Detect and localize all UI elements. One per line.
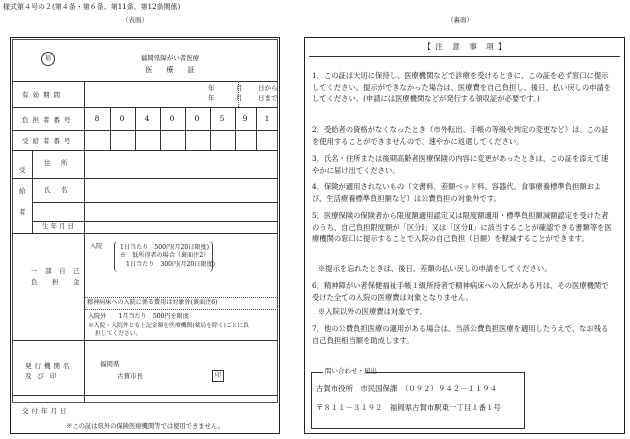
note-item-5: 5．医療保険の保険者から限度額適用認定又は限度額適用・標準負担額減額認定を受けた者のうち、自己負担限度額が「区分Ⅰ」又は「区分Ⅱ」に該当することが確認できる書類等を医療機関の窓口に提示することで入院の自己負担（日額）を軽減することができます。 <box>312 211 612 243</box>
note-item-2: 2．受給者の資格がなくなったとき（市外転出、手帳の等級や判定の変更など）は、この証を使用することができませんので、速やかに返還してください。 <box>312 125 609 146</box>
copay-daily: 1日当たり 500円(月20日限度) <box>120 244 209 251</box>
rule <box>110 107 111 150</box>
form-id: 様式第４号の２(第４条・第６条、第11条、第12条関係) <box>3 3 181 11</box>
name-label: 氏 名 <box>44 186 70 194</box>
rule <box>235 107 236 150</box>
front-label: （表面） <box>122 16 148 24</box>
note-item-3: 3．氏名・住所または後期高齢者医療保険の内容に変更があったときは、この証を添えて速やかに届け出てください。 <box>312 154 609 175</box>
rule <box>210 107 211 150</box>
copay-label-char: 担 <box>52 278 59 286</box>
note-item-4: 4．保険が適用されないもの（文書料、差額ベッド料、容器代、食事療養標準負担額および、生活療養標準負担額など）は公費負担の対象外です。 <box>312 182 602 203</box>
prefecture-seal <box>41 52 55 66</box>
rule <box>185 107 186 150</box>
copay-label-char: 部 <box>45 267 52 275</box>
validity-from-month: 月 <box>236 84 243 92</box>
copay-label-char: 自 <box>59 267 66 275</box>
rule <box>12 130 278 131</box>
rule <box>84 150 85 233</box>
rule <box>524 372 525 428</box>
note-item-6-sub: ※入院以外の医療費は対象です。 <box>318 307 427 316</box>
birthdate-label: 生年月日 <box>42 222 76 230</box>
rule <box>366 372 524 373</box>
rule <box>256 107 257 150</box>
note-item-7: 7．他の公費負担医療の適用がある場合は、当該公費負担医療を適用したうえで、なお残る自己負担相当額を助成します。 <box>312 324 609 345</box>
rule <box>12 233 278 234</box>
issuer-name-1: 福岡県 <box>100 360 120 368</box>
rule <box>85 309 278 310</box>
validity-to-month: 月 <box>236 94 243 102</box>
issuer-name-2: 古賀市長 <box>117 372 143 380</box>
validity-to-day: 日まで <box>258 94 278 102</box>
payer-digit: 0 <box>119 114 125 123</box>
copay-inpatient: 入院 <box>90 243 103 250</box>
issue-date-label: 交付年月日 <box>22 407 70 415</box>
rule <box>309 56 620 57</box>
rule <box>32 150 33 233</box>
validity-to-year: 年 <box>208 94 215 102</box>
copay-low-income-2: 1日当たり 300円(月20日限度) <box>126 261 215 268</box>
recipient-number-label: 受給者番号 <box>22 137 75 145</box>
copay-label-char: 己 <box>73 267 80 275</box>
rule <box>85 297 278 298</box>
copay-label-char: 金 <box>73 278 80 286</box>
issuer-label-2: 及び印 <box>25 372 63 380</box>
official-stamp <box>212 370 224 382</box>
validity-from-year: 年 <box>208 84 215 92</box>
card-title-line1: 福岡県障がい者医療 <box>140 54 200 62</box>
validity-label: 有効期間 <box>22 91 64 99</box>
recipient-label-char: 受 <box>19 166 26 174</box>
seal-char: 福 <box>44 55 51 62</box>
contact-heading: 問い合わせ・届出 <box>325 367 377 375</box>
contact-line-2: 〒８１１－３１９２ 福岡県古賀市駅東一丁目１番１号 <box>316 403 501 412</box>
rule <box>311 372 312 428</box>
rule <box>12 340 278 341</box>
rule <box>311 372 323 373</box>
payer-digit: 0 <box>169 114 175 123</box>
copay-low-income-1: ※ 低所得者の場合（裏面注2） <box>120 252 210 259</box>
recipient-label-char: 者 <box>19 208 26 216</box>
back-label: （裏面） <box>447 16 473 24</box>
copay-label-char: 負 <box>31 278 38 286</box>
note-item-1: 1．この証は大切に保持し、医療機関などで診療を受けるときに、この証を必ず窓口に提示してください。提示ができなかった場合は、医療費を自己負担し、後日、払い戻しの申請をしてください。(申請には医療機関などが発行する領収証が必要です。) <box>312 71 612 103</box>
rule <box>32 202 278 203</box>
stamp-char: 印 <box>214 372 221 379</box>
issuer-label-1: 発行機関名 <box>25 362 73 370</box>
payer-digit: 0 <box>194 114 200 123</box>
rule <box>12 107 278 108</box>
rule <box>160 107 161 150</box>
payer-digit: 1 <box>264 114 270 123</box>
card-title-line2: 医 療 証 <box>145 66 195 74</box>
rule <box>84 233 85 403</box>
rule <box>135 107 136 150</box>
copay-label-char: 一 <box>31 267 38 275</box>
note-item-5-sub: ※提示を忘れたときは、後日、差額の払い戻しの申請をしてください。 <box>318 264 552 273</box>
payer-digit: 4 <box>144 114 150 123</box>
copay-outpatient-note-1: ※入院・入院外とも上記金額を医療機関(薬局を除く)ごとに負 <box>88 323 250 329</box>
payer-digit: 8 <box>94 114 100 123</box>
contact-line-1: 古賀市役所 市民国保課 （０９２）９４２－１１９４ <box>316 384 498 393</box>
recipient-label-char: 給 <box>19 187 26 195</box>
validity-from-day: 日から <box>258 84 278 92</box>
note-item-6: 6．精神障がい者保健福祉手帳１級所持者で精神病床への入院がある月は、その医療機関で受けた全ての入院の医療費は対象となりません。 <box>312 281 609 302</box>
rule <box>12 150 278 151</box>
payer-digit: 5 <box>219 114 225 123</box>
rule <box>311 428 525 429</box>
payer-digit: 9 <box>242 114 248 123</box>
notes-title: 【 注 意 事 項 】 <box>423 42 507 51</box>
rule <box>12 178 278 179</box>
rule <box>12 395 278 396</box>
payer-number-label: 負担者番号 <box>22 116 75 124</box>
front-footer: ※この証は県外の保険医療機関等では使用できません。 <box>66 423 224 430</box>
copay-outpatient-note-2: 担してください。 <box>95 331 142 337</box>
copay-psych-note: 精神病床への入院に係る費用は対象外(裏面注6) <box>87 299 218 306</box>
copay-outpatient: 入院外 1月当たり 500円を限度 <box>88 313 189 320</box>
address-label: 住 所 <box>44 159 70 167</box>
